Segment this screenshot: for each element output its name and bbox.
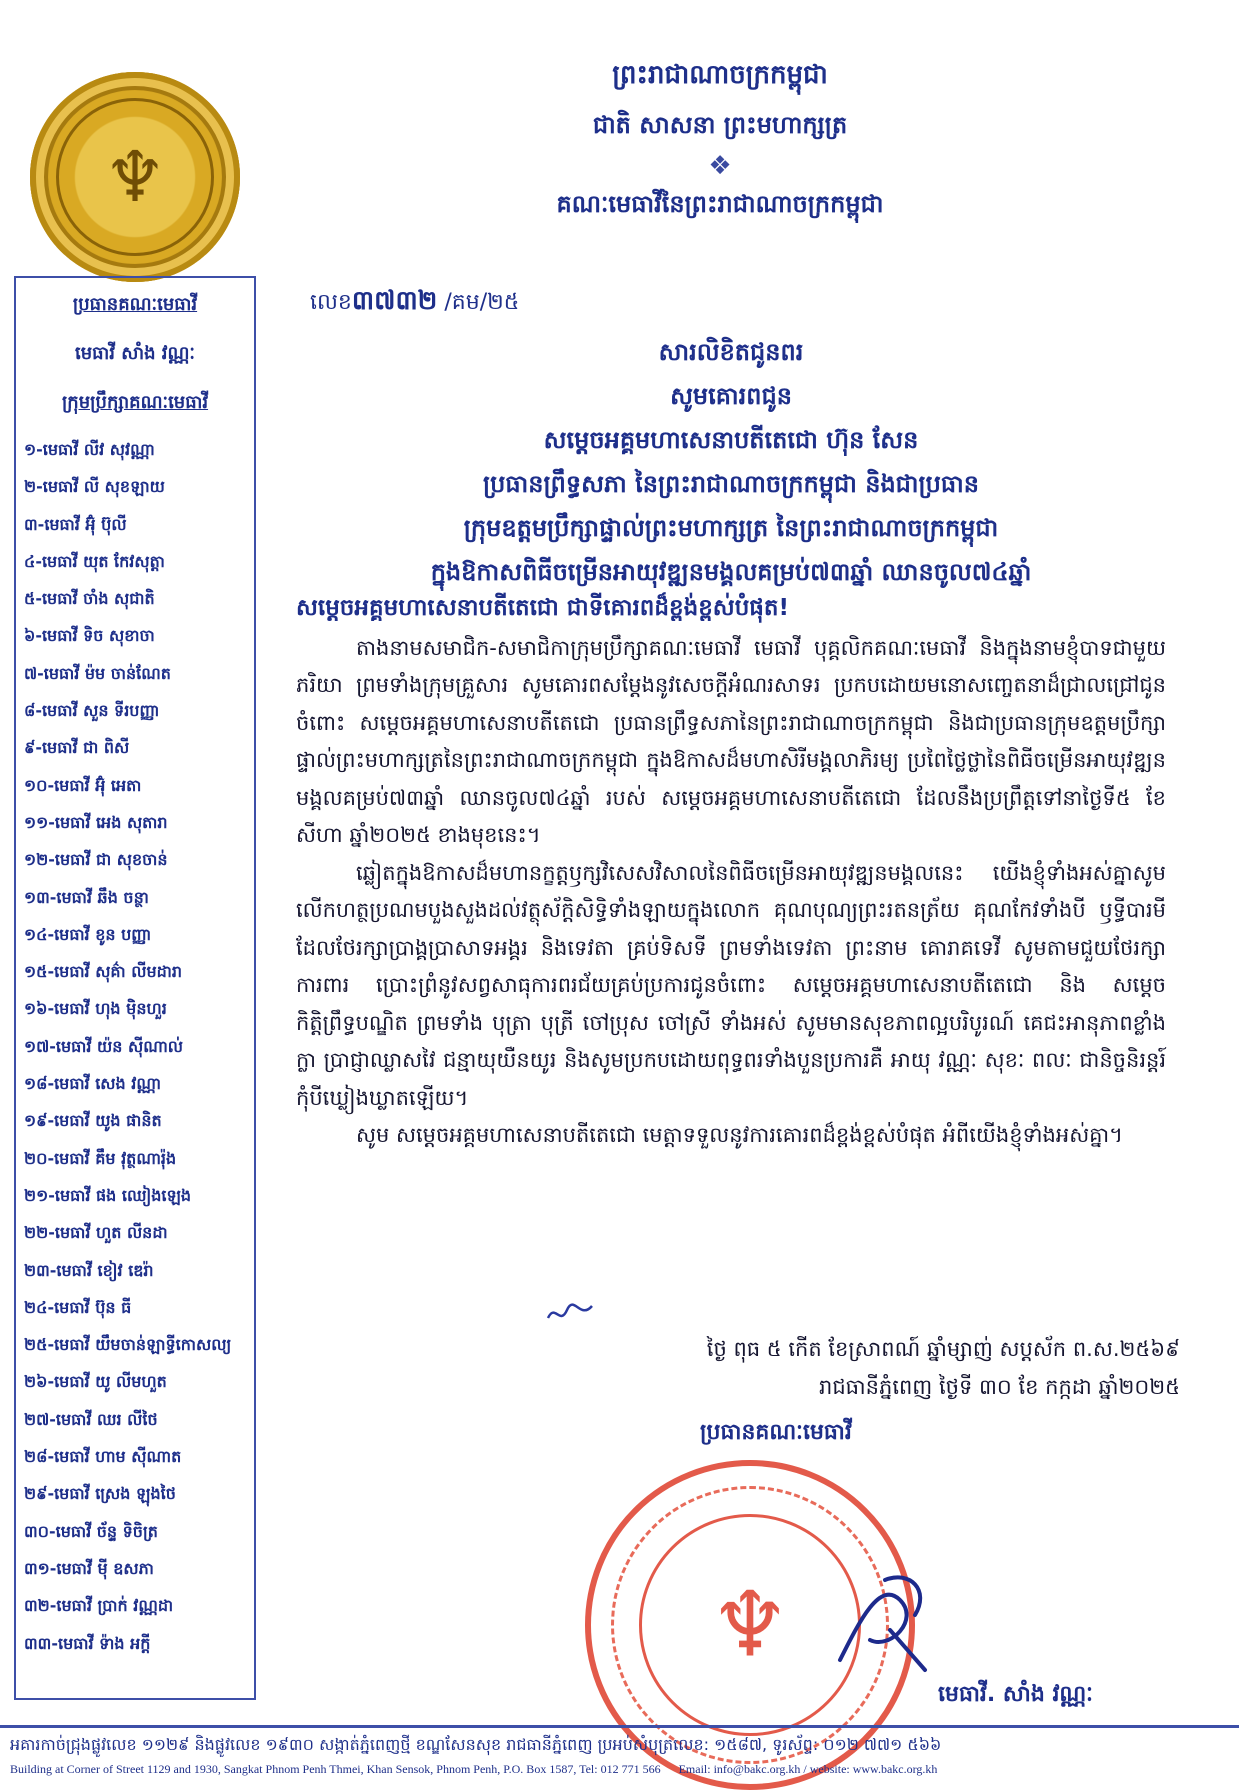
council-member: ១១-មេធាវី អេង សុតារា [24, 812, 168, 832]
council-member: ១៩-មេធាវី យូង ផានិត [24, 1111, 162, 1131]
footer [0, 1725, 1239, 1781]
handwritten-signature [830, 1560, 940, 1680]
letter-body [296, 590, 1166, 1155]
council-member: ២៨-មេធាវី ហាម ស៊ីណាត [24, 1447, 182, 1467]
salutation: សម្តេចអគ្គមហាសេនាបតីតេជោ ជាទីគោរពដ៏ខ្ពង់ខ្ពស់បំផុត! [296, 595, 789, 621]
kingdom-line: ព្រះរាជាណាចក្រកម្ពុជា [612, 60, 828, 90]
reference-number [310, 284, 519, 322]
council-member: ១០-មេធាវី អ៊ុំ អេតា [24, 775, 142, 795]
organization-name: គណៈមេធាវីនៃព្រះរាជាណាចក្រកម្ពុជា [556, 190, 884, 218]
paragraph-3: សូម សម្តេចអគ្គមហាសេនាបតីតេជោ មេត្តាទទួលនូវការគោរពដ៏ខ្ពង់ខ្ពស់បំផុត អំពីយើងខ្ញុំទាំងអស់គ្នា។ [356, 1123, 1124, 1147]
reference-value: ៣៧៣២ [351, 286, 438, 316]
council-member: ៤-មេធាវី យុត កែវសុត្តា [24, 551, 165, 571]
council-member: ១៨-មេធាវី សេង វណ្ណា [24, 1074, 161, 1094]
council-member: ៣-មេធាវី អ៊ុំ ប៊ុលី [24, 514, 127, 534]
footer-address-kh: អគារកាច់ជ្រុងផ្លូវលេខ ១១២៩ និងផ្លូវលេខ ១៩៣០ សង្កាត់ភ្នំពេញថ្មី ខណ្ឌសែនសុខ រាជធានីភ្នំពេញ ប្រអប់សំបុត្រលេខ: ១៥៨៧, ទូរស័ព្ទ: ០១២ ៧៧១ ៥៦៦ [10, 1735, 942, 1754]
ornament-icon: ❖ [708, 151, 732, 181]
council-member: ២០-មេធាវី គឹម វុត្ថណារ៉ុង [24, 1148, 177, 1168]
title-line-6: ក្នុងឱកាសពិធីចម្រើនអាយុវឌ្ឍនមង្គលគម្រប់៧៣ឆ្នាំ ឈានចូល៧៤ឆ្នាំ [430, 558, 1032, 586]
signatory-title: ប្រធានគណៈមេធាវី [700, 1420, 852, 1445]
council-member: ២៥-មេធាវី យឹមចាន់ឡាទ្ធីកោសល្យ [24, 1335, 232, 1355]
footer-address-en-text: Building at Corner of Street 1129 and 1930, Sangkat Phnom Penh Thmei, Khan Sensok, Phnom Penh, P.O. Box 1587, Tel: 012 771 566 [10, 1762, 661, 1776]
council-member-list [24, 431, 246, 1662]
paragraph-2: ឆ្លៀតក្នុងឱកាសដ៏មហានក្ខត្តឫក្សវិសេសវិសាលនៃពិធីចម្រើនអាយុវឌ្ឍនមង្គលនេះ យើងខ្ញុំទាំងអស់គ្នាសូមលើកហត្ថប្រណមបួងសួងដល់វត្ថុស័ក្តិសិទ្ធិទាំងឡាយក្នុងលោក គុណបុណ្យព្រះរតនត្រ័យ គុណកែវទាំងបី ឫទ្ធីបារមីដែលថែរក្សាប្រាង្គប្រាសាទអង្គរ និងទេវតា គ្រប់ទិសទី ព្រមទាំងទេវតា ព្រះនាម គោរាគទេវី សូមតាមជួយថែរក្សា ការពារ ប្រោះព្រំនូវសព្វសាធុការពរជ័យគ្រប់ប្រការជូនចំពោះ សម្តេចអគ្គមហាសេនាបតីតេជោ និង សម្តេចកិត្តិព្រឹទ្ធបណ្ឌិត ព្រមទាំង បុត្រា បុត្រី ចៅប្រុស ចៅស្រី ទាំងអស់ សូមមានសុខភាពល្អបរិបូរណ៍ គេជះអានុភាពខ្លាំងក្លា ប្រាជ្ញាឈ្លាសវៃ ជន្មាយុយឺនយូរ និងសូមប្រកបដោយពុទ្ធពរទាំងបួនប្រការគឺ អាយុ វណ្ណៈ សុខៈ ពលៈ ជានិច្ចនិរន្តរ៍កុំបីឃ្លៀងឃ្លាតឡើយ។ [296, 860, 1166, 1110]
council-member: ២៩-មេធាវី ស្រេង ឡុងថៃ [24, 1484, 176, 1504]
president-name: មេធាវី សាំង វណ្ណៈ [75, 343, 195, 364]
council-member: ៣៣-មេធាវី ទ៉ាង អក្តី [24, 1633, 151, 1653]
council-member: ២៦-មេធាវី យូ លីមហួត [24, 1372, 167, 1392]
council-member: ១៦-មេធាវី ហុង ម៉ិនហួរ [24, 999, 167, 1019]
motto-line: ជាតិ សាសនា ព្រះមហាក្សត្រ [592, 111, 848, 139]
date-block [460, 1330, 1180, 1406]
council-member: ១២-មេធាវី ជា សុខចាន់ [24, 850, 168, 870]
title-line-2: សូមគោរពជូន [670, 382, 792, 410]
letterhead [460, 58, 980, 224]
council-member: ២៧-មេធាវី ឈរ លីថៃ [24, 1409, 158, 1429]
footer-contact: Email: info@bakc.org.kh / website: www.bakc.org.kh [678, 1762, 938, 1776]
letter-title [296, 330, 1166, 594]
title-line-3: សម្តេចអគ្គមហាសេនាបតីតេជោ ហ៊ុន សែន [543, 426, 919, 454]
council-member: ៥-មេធាវី ចាំង សុជាតិ [24, 589, 155, 609]
council-member: ២១-មេធាវី ផង ឈៀងឡេង [24, 1185, 192, 1205]
president-heading: ប្រធានគណៈមេធាវី [72, 294, 198, 315]
title-line-5: ក្រុមឧត្តមប្រឹក្សាផ្ទាល់ព្រះមហាក្សត្រ នៃព្រះរាជាណាចក្រកម្ពុជា [463, 514, 999, 542]
title-line-1: សារលិខិតជូនពរ [658, 338, 804, 366]
council-member: ៦-មេធាវី ទិច សុខាចា [24, 626, 155, 646]
bar-association-seal [30, 72, 240, 282]
solar-date: រាជធានីភ្នំពេញ ថ្ងៃទី ៣០ ខែ កក្កដា ឆ្នាំ២០២៥ [819, 1375, 1180, 1399]
council-member: ១-មេធាវី លីវ សុវណ្ណា [24, 440, 155, 459]
reference-prefix: លេខ [310, 290, 352, 315]
council-member: ២៤-មេធាវី ប៊ុន ធី [24, 1297, 132, 1317]
stamp-deity-icon: ♆ [709, 1572, 791, 1678]
council-member: ៩-មេធាវី ជា ពិសី [24, 738, 130, 758]
council-heading: ក្រុមប្រឹក្សាគណៈមេធាវី [61, 392, 209, 413]
council-member: ៧-មេធាវី ម៉ម ចាន់ណែត [24, 663, 171, 683]
initials-mark [545, 1298, 595, 1328]
council-member: ៣០-មេធាវី ច័ន្ទ ទិចិត្រ [24, 1521, 158, 1541]
title-line-4: ប្រធានព្រឹទ្ធសភា នៃព្រះរាជាណាចក្រកម្ពុជា និងជាប្រធាន [482, 470, 979, 498]
council-member: ១៥-មេធាវី សុគ៌ា លីមដារា [24, 962, 183, 982]
footer-address-en [0, 1758, 1239, 1781]
signatory-name: មេធាវី. សាំង វណ្ណៈ [938, 1682, 1093, 1707]
council-member: ៣២-មេធាវី ប្រាក់ វណ្ណដា [24, 1596, 174, 1616]
council-member: ៣១-មេធាវី ម៉ី ឧសភា [24, 1558, 154, 1578]
deity-emblem-icon: ♆ [103, 136, 167, 218]
council-member: ១៧-មេធាវី យ៉ន ស៊ីណាល់ [24, 1036, 184, 1056]
council-member: ២៣-មេធាវី ខៀវ ឌេរ៉ា [24, 1260, 154, 1280]
council-member: ១៤-មេធាវី ខូន បញ្ញា [24, 924, 152, 944]
council-sidebar [14, 276, 256, 1700]
council-member: ១៣-មេធាវី ឆឹង ចន្ថា [24, 887, 149, 907]
council-member: ២-មេធាវី លី សុខឡាយ [24, 477, 165, 497]
paragraph-1: តាងនាមសមាជិក-សមាជិកាក្រុមប្រឹក្សាគណៈមេធាវី មេធាវី បុគ្គលិកគណៈមេធាវី និងក្នុងនាមខ្ញុំបាទជាមួយភរិយា ព្រមទាំងក្រុមគ្រួសារ សូមគោរពសម្តែងនូវសេចក្តីអំណរសាទរ ប្រកបដោយមនោសញ្ចេតនាដ៏ជ្រាលជ្រៅជូនចំពោះ សម្តេចអគ្គមហាសេនាបតីតេជោ ប្រធានព្រឹទ្ធសភានៃព្រះរាជាណាចក្រកម្ពុជា និងជាប្រធានក្រុមឧត្តមប្រឹក្សាផ្ទាល់ព្រះមហាក្សត្រនៃព្រះរាជាណាចក្រកម្ពុជា ក្នុងឱកាសដ៏មហាសិរីមង្គលាភិរម្យ ប្រពៃថ្លៃថ្លានៃពិធីចម្រើនអាយុវឌ្ឍនមង្គលគម្រប់៧៣ឆ្នាំ ឈានចូល៧៤ឆ្នាំ របស់ សម្តេចអគ្គមហាសេនាបតីតេជោ ដែលនឹងប្រព្រឹត្តទៅនាថ្ងៃទី៥ ខែសីហា ឆ្នាំ២០២៥ ខាងមុខនេះ។ [296, 635, 1166, 847]
council-member: ២២-មេធាវី ហួត លីនដា [24, 1223, 168, 1243]
lunar-date: ថ្ងៃ ពុធ ៥ កើត ខែស្រាពណ៍ ឆ្នាំម្សាញ់ សប្តស័ក ព.ស.២៥៦៩ [706, 1337, 1180, 1361]
council-member: ៨-មេធាវី សួន ទីរបញ្ញា [24, 701, 160, 721]
reference-suffix: /គម/២៥ [444, 290, 520, 315]
